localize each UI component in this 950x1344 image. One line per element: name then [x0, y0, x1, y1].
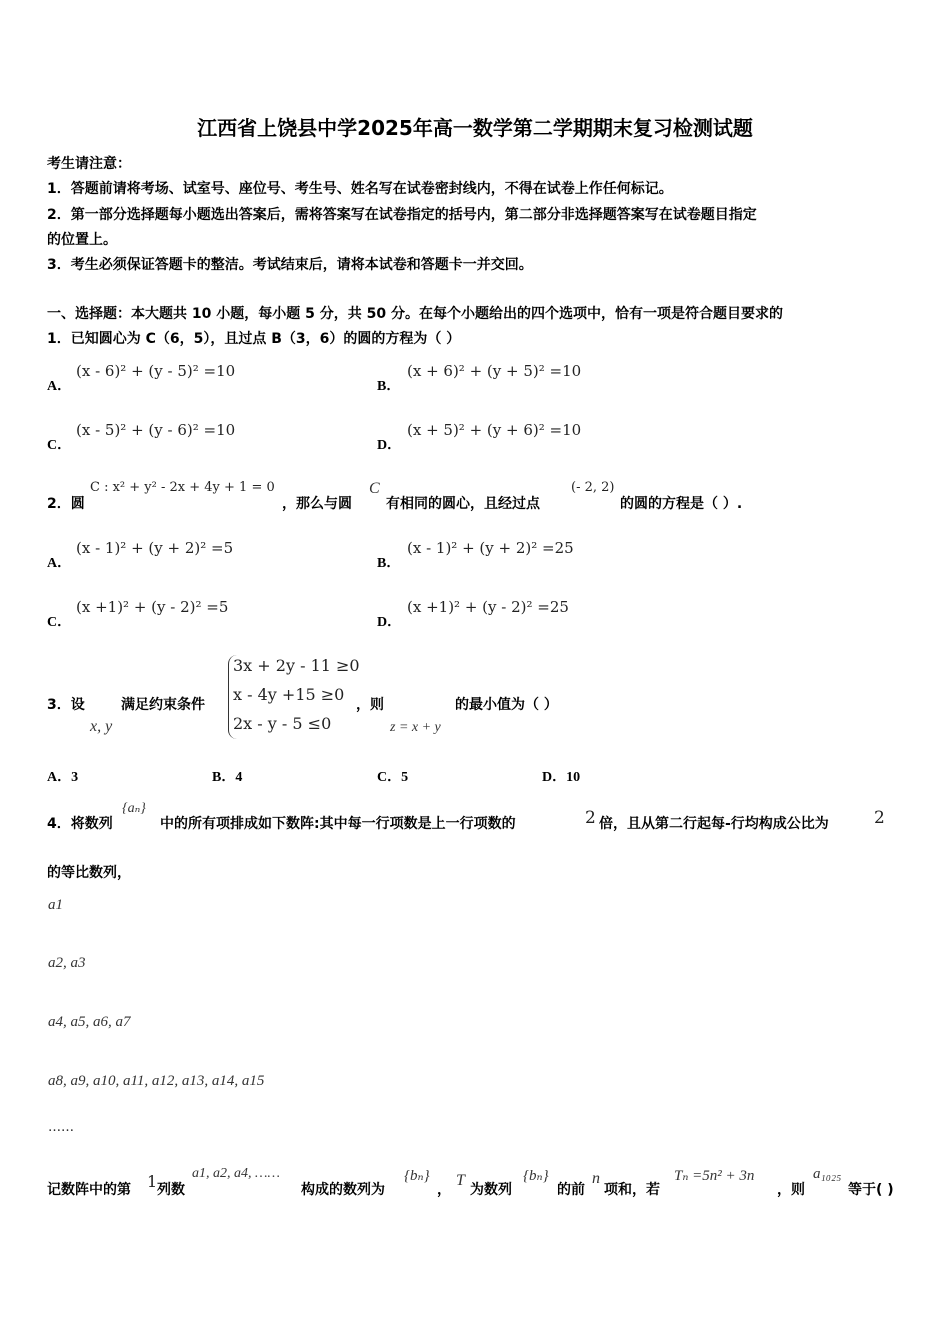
- q2-a-label: A．: [47, 556, 72, 571]
- q1-c-label: C．: [47, 438, 72, 453]
- q4-n: n: [592, 1170, 600, 1187]
- q4-array-row-1: a1: [48, 897, 63, 913]
- q2-d-expr: (x +1)² + (y - 2)² =25: [407, 598, 569, 616]
- q4-p5: 为数列: [470, 1182, 512, 1198]
- q4-one: 1: [147, 1172, 158, 1191]
- q4-p7: 项和，若: [604, 1182, 660, 1198]
- q2-point: (- 2, 2): [571, 480, 615, 495]
- q4-p4: ，: [437, 1182, 451, 1198]
- q3-then: ，则: [356, 697, 384, 713]
- q3-option-a: A．3: [47, 770, 79, 785]
- q4-col: a1, a2, a4, ……: [192, 1166, 280, 1181]
- q4-T: T: [456, 1172, 465, 1189]
- q4-p6: 的前: [557, 1182, 585, 1198]
- q3-num: 3．设: [47, 697, 85, 713]
- q2-num: 2．圆: [47, 496, 85, 512]
- q4-p2: 列数: [157, 1182, 185, 1198]
- q4-num: 4．将数列: [47, 816, 113, 832]
- page-title: 江西省上饶县中学2025年高一数学第二学期期末复习检测试题: [197, 116, 753, 140]
- q2-c-expr: (x +1)² + (y - 2)² =5: [76, 598, 229, 616]
- q2-mid2: 有相同的圆心，且经过点: [386, 496, 540, 512]
- q2-end: 的圆的方程是（ ）.: [620, 496, 743, 512]
- q4-a1025: a₁₀₂₅: [813, 1166, 842, 1182]
- notice-item-1: 1．答题前请将考场、试室号、座位号、考生号、姓名写在试卷密封线内，不得在试卷上作任何标记。: [47, 181, 673, 197]
- notice-item-2: 2．第一部分选择题每小题选出答案后，需将答案写在试卷指定的括号内，第二部分非选择题答案写在试卷题目指定: [47, 207, 757, 223]
- q4-text2: 倍，且从第二行起每-行均构成公比为: [599, 816, 829, 832]
- q4-text3: 的等比数列，: [47, 865, 131, 881]
- q3-option-c: C．5: [377, 770, 409, 785]
- q1-stem: 1．已知圆心为 C（6，5），且过点 B（3，6）的圆的方程为（ ）: [47, 331, 461, 347]
- q4-p1: 记数阵中的第: [47, 1182, 131, 1198]
- q4-two-1: 2: [585, 808, 596, 828]
- notice-item-3: 3．考生必须保证答题卡的整洁。考试结束后，请将本试卷和答题卡一并交回。: [47, 257, 533, 273]
- q4-p9: 等于( ): [848, 1182, 894, 1198]
- q1-c-expr: (x - 5)² + (y - 6)² =10: [76, 421, 236, 439]
- q1-a-expr: (x - 6)² + (y - 5)² =10: [76, 362, 236, 380]
- q2-a-expr: (x - 1)² + (y + 2)² =5: [76, 539, 234, 557]
- q1-b-expr: (x + 6)² + (y + 5)² =10: [407, 362, 582, 380]
- q2-c-label: C．: [47, 615, 72, 630]
- q3-option-d: D．10: [542, 770, 581, 785]
- notice-item-2-cont: 的位置上。: [47, 232, 117, 248]
- q4-bn-2: {bₙ}: [523, 1168, 549, 1184]
- q3-ask: 的最小值为（ ）: [455, 697, 558, 713]
- q3-constraint-1: 3x + 2y - 11 ≥0: [233, 656, 360, 675]
- q4-array-row-4: a8, a9, a10, a11, a12, a13, a14, a15: [48, 1073, 265, 1089]
- q4-p8: ，则: [777, 1182, 805, 1198]
- q1-b-label: B．: [377, 379, 401, 394]
- section-heading: 一、选择题：本大题共 10 小题，每小题 5 分，共 50 分。在每个小题给出的四个选项中，恰有一项是符合题目要求的: [47, 306, 783, 322]
- q4-seq: {aₙ}: [122, 801, 146, 816]
- q4-text1: 中的所有项排成如下数阵:其中每一行项数是上一行项数的: [160, 816, 516, 832]
- q4-bn: {bₙ}: [404, 1168, 430, 1184]
- q4-array-row-2: a2, a3: [48, 955, 86, 971]
- q1-a-label: A．: [47, 379, 72, 394]
- q2-b-expr: (x - 1)² + (y + 2)² =25: [407, 539, 574, 557]
- q4-p3: 构成的数列为: [301, 1182, 385, 1198]
- q3-option-b: B．4: [212, 770, 243, 785]
- q2-circle-eq: C : x² + y² - 2x + 4y + 1 = 0: [90, 480, 275, 495]
- notice-heading: 考生请注意：: [47, 156, 131, 172]
- q2-mid1: ，那么与圆: [282, 496, 352, 512]
- q3-z: z = x + y: [390, 720, 441, 735]
- q4-Tn-eq: Tₙ =5n² + 3n: [674, 1168, 755, 1184]
- q3-vars: x, y: [90, 718, 113, 735]
- q2-b-label: B．: [377, 556, 401, 571]
- q2-d-label: D．: [377, 615, 402, 630]
- q4-two-2: 2: [874, 808, 885, 828]
- q3-constraint-3: 2x - y - 5 ≤0: [233, 714, 332, 733]
- q1-d-expr: (x + 5)² + (y + 6)² =10: [407, 421, 582, 439]
- q4-array-row-5: ……: [48, 1120, 74, 1135]
- q4-array-row-3: a4, a5, a6, a7: [48, 1014, 131, 1030]
- q2-c: C: [369, 480, 380, 497]
- q3-cond: 满足约束条件: [121, 697, 205, 713]
- q1-d-label: D．: [377, 438, 402, 453]
- q3-constraint-2: x - 4y +15 ≥0: [233, 685, 345, 704]
